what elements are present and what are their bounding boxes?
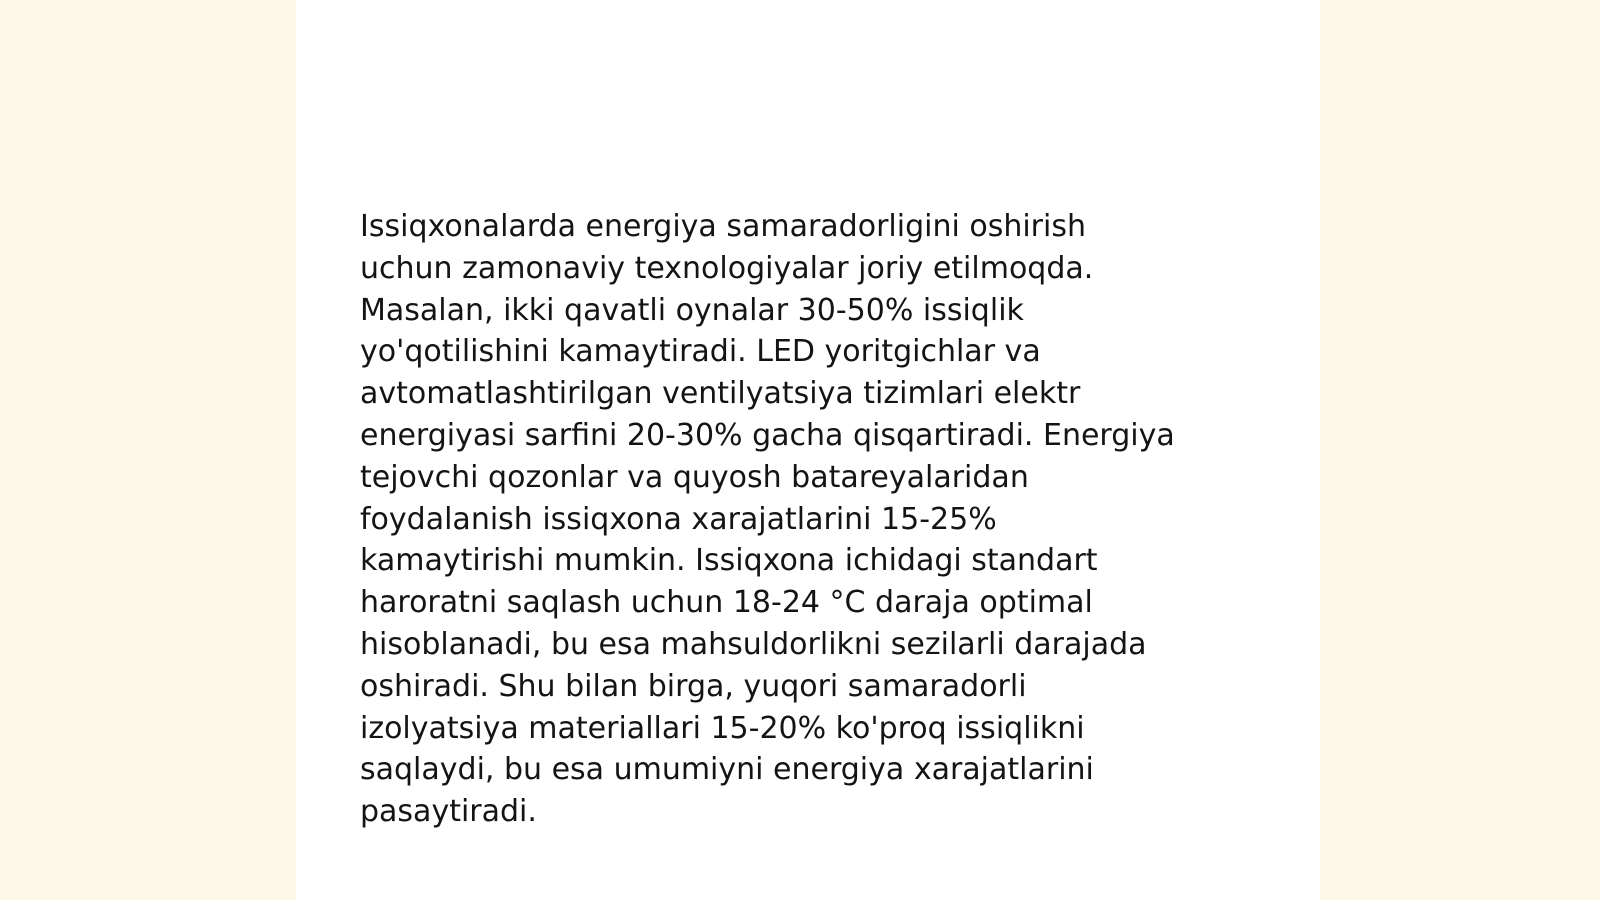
paragraph-line: avtomatlashtirilgan ventilyatsiya tizimlari elektr <box>360 376 1081 412</box>
paragraph-line: haroratni saqlash uchun 18-24 °C daraja optimal <box>360 585 1093 621</box>
paragraph-line: izolyatsiya materiallari 15-20% ko'proq issiqlikni <box>360 710 1085 746</box>
paragraph-line: uchun zamonaviy texnologiyalar joriy etilmoqda. <box>360 250 1094 286</box>
paragraph-line: energiyasi sarfini 20-30% gacha qisqartiradi. Energiya <box>360 417 1175 453</box>
paragraph-line: kamaytirishi mumkin. Issiqxona ichidagi standart <box>360 543 1098 579</box>
paragraph-line: Issiqxonalarda energiya samaradorligini oshirish <box>360 209 1086 244</box>
paragraph-line: pasaytiradi. <box>360 794 537 830</box>
paragraph-line: foydalanish issiqxona xarajatlarini 15-25% <box>360 501 997 537</box>
paragraph-line: tejovchi qozonlar va quyosh batareyalaridan <box>360 459 1029 495</box>
paragraph-line: hisoblanadi, bu esa mahsuldorlikni sezilarli darajada <box>360 626 1147 662</box>
paragraph-line: yo'qotilishini kamaytiradi. LED yoritgichlar va <box>360 334 1041 370</box>
paragraph-line: saqlaydi, bu esa umumiyni energiya xarajatlarini <box>360 752 1094 788</box>
document-page <box>296 0 1320 900</box>
body-paragraph <box>360 206 1240 833</box>
paragraph-line: Masalan, ikki qavatli oynalar 30-50% issiqlik <box>360 292 1024 328</box>
paragraph-line: oshiradi. Shu bilan birga, yuqori samaradorli <box>360 668 1027 704</box>
